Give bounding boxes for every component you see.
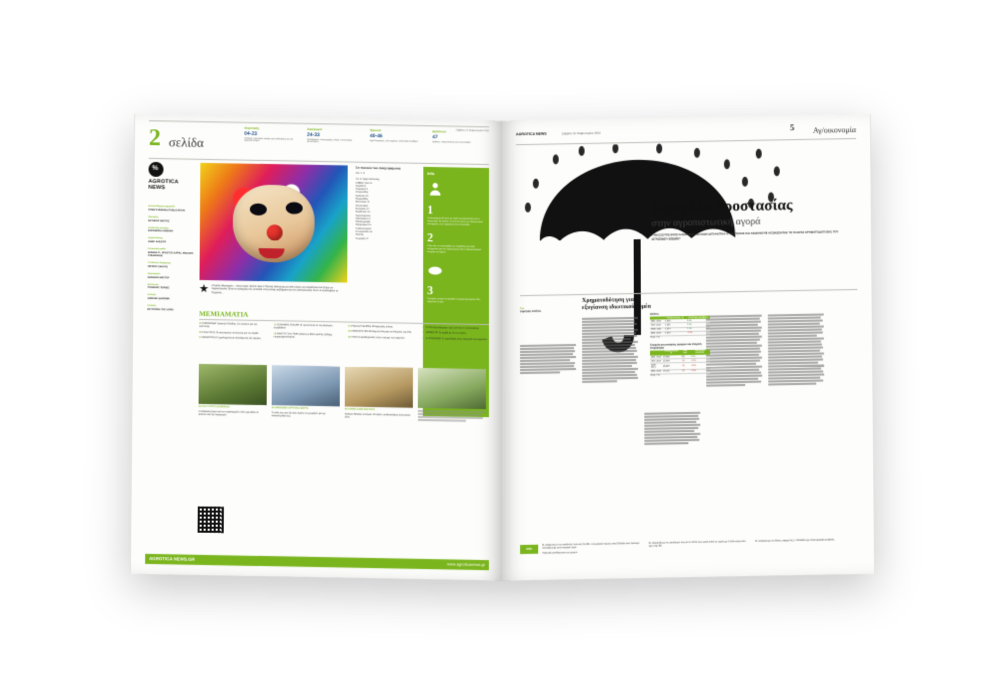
info-box-title: info — [427, 170, 435, 176]
body-column — [520, 318, 576, 448]
table-header-cell: Υπόλοιπα (εκατ. €) — [663, 350, 679, 355]
photo-strip-item[interactable] — [198, 364, 266, 419]
table-cell: 1.595 — [664, 323, 686, 328]
info-tag: info — [520, 544, 538, 553]
person-icon — [427, 181, 443, 197]
top-nav-item[interactable] — [244, 126, 300, 144]
contents-item[interactable]: Γεωργίας 17 — [355, 236, 369, 240]
memi-page: 05 — [199, 321, 202, 325]
credit-value: ΕΛΕΥΘΕΡΙΑ ΛΑΪΝΑΚΗ — [148, 229, 174, 234]
strip-kicker: ΑΦΙΕΡΩΜΑ ΑΓΡΟΤΙΚΑ ΒΟΡΤΑ — [274, 407, 309, 410]
info-number: 2 — [427, 230, 434, 245]
footer-brand: AGROTICA NEWS.GR — [149, 555, 195, 562]
publication-logo — [148, 162, 194, 192]
top-nav-pages: 24-33 — [307, 131, 320, 138]
byline-name: Δημήτρη Αλεξίου — [519, 309, 542, 314]
memi-item[interactable] — [423, 326, 489, 330]
top-nav-desc: Πολιτική, οικονομία, αγορές και επιδοτήσεις για τον αγροτικό κόσμο — [244, 137, 294, 143]
credit-value: ΤΟΜΗ'Σ ΜΗΝΙΑΙΑ PUBLICATION — [148, 208, 185, 212]
memi-text: ΑΝΑΠΤΥΞΗ Ο ΠΟΡ μέλλον με βάση μελέτη εξέλιξης επιχειρηματικότητας — [273, 331, 333, 339]
table-cell: 1.574 — [664, 327, 686, 332]
strip-photo — [199, 364, 267, 405]
table-header-cell: (%) Ετήσια μεταβολή — [686, 316, 710, 320]
photo-strip-item[interactable] — [418, 368, 486, 423]
body-text — [706, 315, 762, 386]
memi-column — [423, 326, 490, 348]
credit-item — [148, 216, 194, 223]
page-number-right: 5 — [789, 122, 795, 133]
table-cell: ΝΟΕ. 2014 — [650, 328, 664, 332]
table-cell: ΔΕΚ. 2013 — [651, 356, 662, 359]
memi-page: 18 — [273, 331, 277, 335]
credit-item — [148, 248, 194, 258]
right-page-header — [515, 122, 857, 137]
credit-label: Δημιουργικό — [147, 272, 161, 276]
strip-photo — [272, 365, 340, 406]
memi-text: ΝΟΜΟΙ ΠΡ Το ρεμβή με νέο τις όρους — [425, 331, 467, 336]
memi-page: 32 — [348, 329, 351, 333]
article-subhead — [582, 297, 658, 312]
carnival-mask-photo — [199, 163, 347, 283]
memi-item[interactable] — [348, 336, 414, 340]
body-text — [644, 412, 700, 445]
info-number: 1 — [427, 202, 434, 217]
credit-value: ΣΩΤΗΡΗΣ ΝΑΣΤΟΣ — [148, 218, 170, 223]
article-subheadline: στην αγροπιστωτική αγορά — [651, 216, 761, 230]
top-nav-item[interactable] — [370, 128, 426, 146]
table-cell: 5% — [681, 355, 690, 359]
contents-item[interactable]: Παλαιογραφία — [355, 220, 371, 224]
table-source: Πηγή: ΤτΕ — [650, 374, 661, 377]
credit-value: ΠΕΤΡΟΣ ΣΑΚΚΑΣ — [147, 264, 168, 269]
top-nav-kicker: Δράσεων — [432, 129, 447, 134]
mask-mouth — [259, 248, 285, 258]
credit-label: Διευθυντής σύνταξης — [148, 226, 169, 230]
credit-label: Εκτύπωση — [147, 283, 159, 286]
strip-photo — [345, 367, 413, 408]
table-cell: 15.348 — [662, 359, 681, 364]
credit-value: ΙΩΑΝΝΑ Π., ΧΡΗΣΤΟΣ ΚΑΡΑΣ, ΜΙΧΑΛΗΣ ΤΣΕΛΕΠΙΔΗΣ — [147, 251, 194, 258]
credit-value: ΕΚΤΥΠΩΣΗ ΤΗΣ AGRO — [147, 307, 174, 312]
top-nav-left — [244, 126, 489, 148]
article-headline-block — [651, 196, 855, 242]
strip-page: 16 — [198, 405, 202, 408]
memi-item[interactable] — [199, 321, 266, 329]
info-paragraph: Σε σύγκριση με τις δείκτες αφορά της 1,4 Ελλάδα έχει πολύ χαμηλή μεταβολή. — [755, 538, 835, 543]
article-headline: Ομπρέλα προστασίας — [651, 196, 793, 217]
contents-title: Στι τεκευών των Δικηγοράμιστή — [355, 165, 401, 171]
table-caption: Στοιχεία ρευστότητας αγορών και ατομική επιχείρηση — [649, 342, 702, 350]
strip-caption: Κάστρες Μάλλης συνέχεια: στη Μελο νοοδετικότητας κοινωνικώς ιδέες — [344, 413, 411, 419]
credit-value: ΑΝΔΡ. ΑΛΕΞΙΟΥ — [147, 240, 167, 244]
body-text — [768, 314, 825, 385]
strip-page: 36 — [344, 408, 348, 411]
top-nav-item[interactable] — [307, 127, 363, 145]
memi-item[interactable] — [348, 330, 414, 334]
strip-photo — [418, 368, 486, 409]
photo-caption — [199, 284, 347, 297]
contents-item[interactable]: Φυτοπολίας — [355, 203, 369, 208]
contents-subtitle: σελ. 1, 8 — [355, 171, 365, 175]
contents-item[interactable]: Μοτοπλάς 11 — [355, 200, 370, 204]
memi-page: 36 — [348, 335, 351, 339]
top-nav-pages: 47 — [432, 133, 438, 140]
contents-item[interactable]: Για το Τμήμα Κατοικίας — [355, 177, 380, 182]
memi-item[interactable] — [348, 324, 414, 328]
table-cell: ΟΚΤ. 2014 — [650, 323, 664, 327]
contents-item[interactable]: Κηπαμίας 12 — [355, 207, 370, 211]
table-cell: 15.304 — [662, 363, 681, 370]
mask-nose — [266, 225, 282, 241]
table-header-cell: Υπόλοιπα (εκατ. €) — [664, 316, 686, 320]
credit-value: ΔΩΡΕΑΝ ΔΙΑΝΟΜΗ — [147, 297, 170, 301]
memi-text: ΕΛΛΗΝΙΚΗ ΖΑΧΑΡΗ Οι προοπτικές σε ένα δύσκολο περιβάλλον — [273, 322, 333, 330]
contents-item[interactable]: Σύμμαχοι 9 — [355, 187, 368, 191]
body-column — [706, 315, 763, 445]
memi-column — [274, 323, 341, 345]
table-cell: -0,3% — [690, 369, 710, 374]
bread-icon — [427, 261, 443, 277]
left-page-header — [149, 126, 489, 162]
credit-item — [148, 227, 194, 234]
table-cell: 2,3% — [686, 322, 710, 327]
info-column — [542, 542, 643, 557]
contents-item[interactable]: Γαλακτοκομικά — [355, 226, 372, 231]
memi-column — [348, 324, 415, 346]
table-cell: -3,4% — [690, 362, 710, 369]
strip-kicker: ΣΤΑ ΤΥΠΟΥ'Σ ΔΑΝΕΙΚΩΝ — [201, 405, 230, 409]
info-text: Ο φορέας μπορεί να αρνηθεί τη συμμετοχή εφόσον δεν τηρούνται οι όροι. — [427, 298, 481, 304]
masthead-credits — [147, 205, 194, 316]
table-cell: -85 — [681, 369, 690, 373]
left-page-footer — [145, 554, 489, 570]
memi-text: ΕΞΟΠΛΙΣΜΟΣ Η τεχνολογία στην υπηρεσία των αγροτών — [425, 336, 487, 342]
data-table-1 — [650, 312, 710, 378]
memi-column — [199, 321, 266, 343]
contents-item[interactable]: Αγγελία 8 — [355, 184, 366, 188]
credit-label: Συντακτική ομάδα — [147, 248, 166, 251]
brand-label: AGROTICA NEWS — [515, 131, 547, 137]
table-cell: 15.232 — [662, 369, 681, 374]
photo-caption-text: «Γκρέλο Μασκαρά»... όπως είχαν πρώτο πρω ο Γιάννης Μελισσας με κάθε λόγων και καιράλακα ενα άτομο να παρακολουθεί. Είναι το καταρχήν του αποτελεί στη εκλογή σεζβήματα και τον καταναλωτική. Άντε να καταλάβουν οι Γερμανοί... — [211, 284, 339, 294]
table-cell: -49 — [681, 359, 690, 363]
memi-page: 09 — [199, 330, 202, 334]
info-text: Η καταχώρηση θα γίνει με σειρά προτεραιότητας και οι συμμετοχές θα πρέπει να γίνονται μέσω του ηλεκτρονικού συστήματος που παρέχεται στην ιστοσελίδα. — [427, 217, 483, 227]
memi-item[interactable] — [274, 323, 340, 331]
top-nav-desc: Δράσεις, παρουσιάσεις και συνεντεύξεις — [432, 140, 471, 144]
credit-item — [147, 294, 193, 301]
table-source: Πηγή: ΤτΕ — [649, 336, 660, 339]
info-paragraph: Σε σύμφωνα με τις αποδόσεις που μας την ΕΕ, ο γεωργικός τομέας στην Ελλάδα είναι προώρα υποσθμίωσης στον κατακτά τομεί. — [542, 542, 640, 550]
strip-kicker: ΚΤΗΜΑ ΚΩΝΣΤΑΝΤΙΝΟΥ — [347, 408, 375, 412]
photo-strip-item[interactable] — [345, 367, 413, 422]
top-nav-item[interactable] — [432, 129, 488, 147]
contents-item[interactable]: Ποιότης — [355, 233, 364, 237]
info-box-right — [520, 538, 860, 558]
table-cell: -3,1% — [690, 358, 710, 363]
contents-item[interactable]: Πρόγραμμα 15 — [355, 223, 372, 227]
contents-item[interactable]: Σάββας Τρίτο 6 — [355, 181, 372, 185]
top-nav-pages: 40-46 — [369, 132, 383, 139]
memi-text: ΥΓΕΙΑ Κρουλίσματα ε κρέ: για Την πι πιστοποίηση — [425, 325, 479, 330]
credit-value: ΓΡΑΦΙΚΕΣ ΤΕΧΝΕΣ — [147, 286, 170, 290]
contents-item[interactable]: Καρδίτσας 13 — [355, 210, 370, 214]
logo-sub: NEWS — [148, 184, 166, 191]
top-nav-kicker: Έρευνα — [369, 128, 382, 133]
dateline-left: Σάββατο 21 Φεβρουαρίου 2015 — [455, 128, 490, 133]
qr-code[interactable] — [198, 506, 224, 533]
credit-label: Αρχισυντάκτης — [147, 237, 163, 240]
table-cell: ΔΕΚ. 2013 — [650, 320, 664, 324]
photo-strip-item[interactable] — [272, 365, 340, 420]
table-cell: ΝΟΕ. 2014 — [650, 363, 662, 369]
credit-item — [148, 205, 194, 212]
logo-name: AGROTICA — [148, 178, 179, 186]
table-cell: 0,9% — [690, 355, 710, 359]
top-nav-desc: Αγροτουρισμός, νέοι αγρότες, ανάπτυξη υπαίθρου — [369, 139, 419, 143]
contents-item[interactable]: Αμέλειας 10 — [355, 194, 369, 198]
contents-list — [355, 166, 417, 241]
table-header-cell: Ροή (εκ) — [681, 350, 690, 355]
memi-item[interactable] — [274, 332, 341, 340]
byline — [520, 306, 574, 313]
credit-item — [148, 238, 194, 245]
mask-eye-left — [250, 203, 267, 215]
table-cell: ΔΕΚ. 2014 — [650, 332, 664, 336]
strip-page: 24 — [271, 407, 275, 410]
credit-item — [148, 273, 194, 280]
table-cell: 1.520 — [664, 331, 686, 336]
credit-item — [147, 305, 193, 312]
strip-filler-lines — [418, 410, 486, 422]
info-column — [649, 540, 750, 555]
table-header-cell: (%) Ετήσια μεταβολή — [690, 349, 710, 355]
contents-item[interactable]: Καρμολίδης — [355, 197, 369, 201]
page-title-left: σελίδα — [168, 134, 204, 150]
newspaper-spread — [130, 117, 874, 577]
top-nav-desc: Καλλιέργειες, κτηνοτροφία, αλιεία, τυποποίηση, μεταποίηση — [306, 138, 353, 144]
memi-text: ΟΙΚΟΝΟΜΙΑ Τράπεζα Ελλάδας: Στο κόκκινο για την ανάπτυξη — [199, 321, 258, 328]
footer-url[interactable]: www.agroticanews.gr — [446, 561, 485, 568]
memi-page: 11 — [273, 322, 277, 326]
credit-label: Υπεύθυνος διαφήμισης — [147, 262, 171, 265]
body-column — [768, 314, 825, 444]
memi-page: 42 — [422, 325, 426, 329]
memi-text: ΓΑΛΕΥΣΕΙΣ Οι οικονομικές επιπτώσεις για τον κλάδο — [202, 330, 259, 335]
table-cell: 1,1% — [686, 327, 710, 332]
info-paragraph: Η βασική υποθήκευση των χωρών — [542, 551, 578, 555]
strip-caption: Τα είδη τους και όλα όσα πρέπει να γνωρίζετε για την καταναλωτική τους — [271, 412, 326, 418]
byline-label: Του — [519, 307, 525, 311]
credit-item — [148, 284, 194, 291]
memi-text: Ράμπας Ρόλοδδας Μεταφορικές λύσεις — [351, 324, 393, 328]
info-column — [755, 538, 856, 553]
memiamatia-title: ΜΕΜΙΑΜΑΤΙΑ — [199, 309, 249, 319]
body-text — [582, 317, 638, 382]
memi-item[interactable] — [199, 336, 266, 340]
section-title: Αγ/οικονομία — [813, 125, 857, 135]
strip-caption: Η σύγκριση γύρω από τον συγκεκριμένο τύπο έχει βάλει σε κίνδυνο όλη την παραγωγή — [198, 410, 259, 417]
credit-label: Ιδιοκτήτης — [148, 216, 159, 219]
memi-text: ΑΠΟΚΛΕΙΣΤΙΚΑ Μπαρμπα λίνες και οι Μπόρκες της Πελ. — [351, 329, 412, 335]
memi-item[interactable] — [423, 337, 489, 341]
credit-label: Σύνδεση — [147, 305, 156, 308]
body-text — [520, 344, 576, 374]
dateline-right: Σάββατο 21 Φεβρουαρίου 2015 — [561, 130, 601, 136]
percent-icon — [148, 162, 163, 177]
top-nav-pages: 04-23 — [244, 130, 258, 137]
mask-eye-right — [286, 202, 303, 214]
top-nav-kicker: Αγροτικής — [244, 125, 260, 131]
table-liquidity — [650, 349, 710, 374]
table-cell: ΔΕΚ. 2014 — [651, 370, 662, 373]
table-indices — [650, 316, 710, 337]
credit-label: Διανομή — [147, 294, 156, 297]
contents-item[interactable]: Συνεργασίας 16 — [355, 230, 373, 234]
photo-strip — [198, 364, 489, 423]
table-cell: -4,1% — [686, 331, 710, 336]
memi-item[interactable] — [423, 331, 489, 335]
table-cell: -45 — [681, 363, 690, 369]
info-text: Ο δεν δεν να υποστηρίξει την παράδοση και κάθε υποχρεώση για την παραγωγή με όλα τα δικαιολογητικά στοιχεία του Δήμου. — [427, 245, 481, 254]
credit-item — [148, 262, 194, 269]
memi-text: ΤΕΟΙ Οι φιλοδημοτικές στην υπάρχει των αγροτών — [351, 335, 405, 340]
table-cell: 5,6% — [686, 319, 710, 323]
info-number: 3 — [427, 283, 434, 298]
top-nav-kicker: Αφιέρωμα — [307, 127, 323, 132]
right-page — [502, 114, 875, 581]
page-number-left: 2 — [148, 125, 161, 152]
contents-item[interactable]: Λιθοπλάκα 14 — [355, 217, 371, 221]
contents-item[interactable]: Στοιχειώδης — [355, 190, 369, 195]
table-cell: 15.868 — [662, 355, 681, 359]
memi-page: 21 — [348, 324, 351, 328]
memi-page: 44 — [422, 331, 426, 335]
credit-value: ΙΩΑΝΝΗΣ ΜΑΣΤΟΡ — [147, 275, 170, 280]
article-dek: ΤΗΝ ΕΞΕΥΡΩ ΕΝΟΣ ΚΛΕΙΣΙΜΟΥ ΠΑΛΑΙΩΝ ΔΙΠΛΑΚΤΙΚΑ Η ΤΡΟΠΟΛΟΣ ΚΑΙ ΚΙΝΔΥΝΟΥΝ ΑΓΩΝΙΖΟΝΤΑΣ ΤΟ ΠΛΗΓΕΣ ΚΡΗΜΑΤΟΔΟΤΗΣΗΣ ΤΟΥ ΑΓΡΟΤΙΚΟΥ ΚΟΣΜΟΥ — [651, 229, 839, 241]
table-caption: Δείκτες — [649, 312, 659, 316]
memiamatia-section — [199, 310, 489, 347]
memi-page: 12 — [199, 336, 202, 340]
memi-page: 48 — [422, 336, 426, 340]
credit-label: Δεκαπενθήμερη εφημερίδα — [148, 205, 175, 208]
info-paragraph: Σε σύμπραξη με τις αποδόσεις που για το 2013 έτων μόλις 5,6% σε σχέση με 14,6% κατα μέσο όρο στην ΕΕ. — [648, 540, 746, 548]
article-subhead-text: Χρηματοδότηση για εξυγίανση ιδιωτικού τομέα — [581, 297, 651, 311]
memi-text: ΒΙΟΔΟΤΟΣΙΑ Συμπληρώνεται ολοκλήρωση της αγοράς — [202, 336, 261, 341]
contents-item[interactable]: Αγροκτήματος — [355, 213, 371, 218]
table-cell: ΟΚΤ. 2014 — [651, 360, 661, 363]
body-column — [582, 317, 638, 447]
table-cell: 1.628 — [664, 319, 686, 323]
left-page — [130, 114, 503, 581]
memi-item[interactable] — [199, 330, 265, 334]
